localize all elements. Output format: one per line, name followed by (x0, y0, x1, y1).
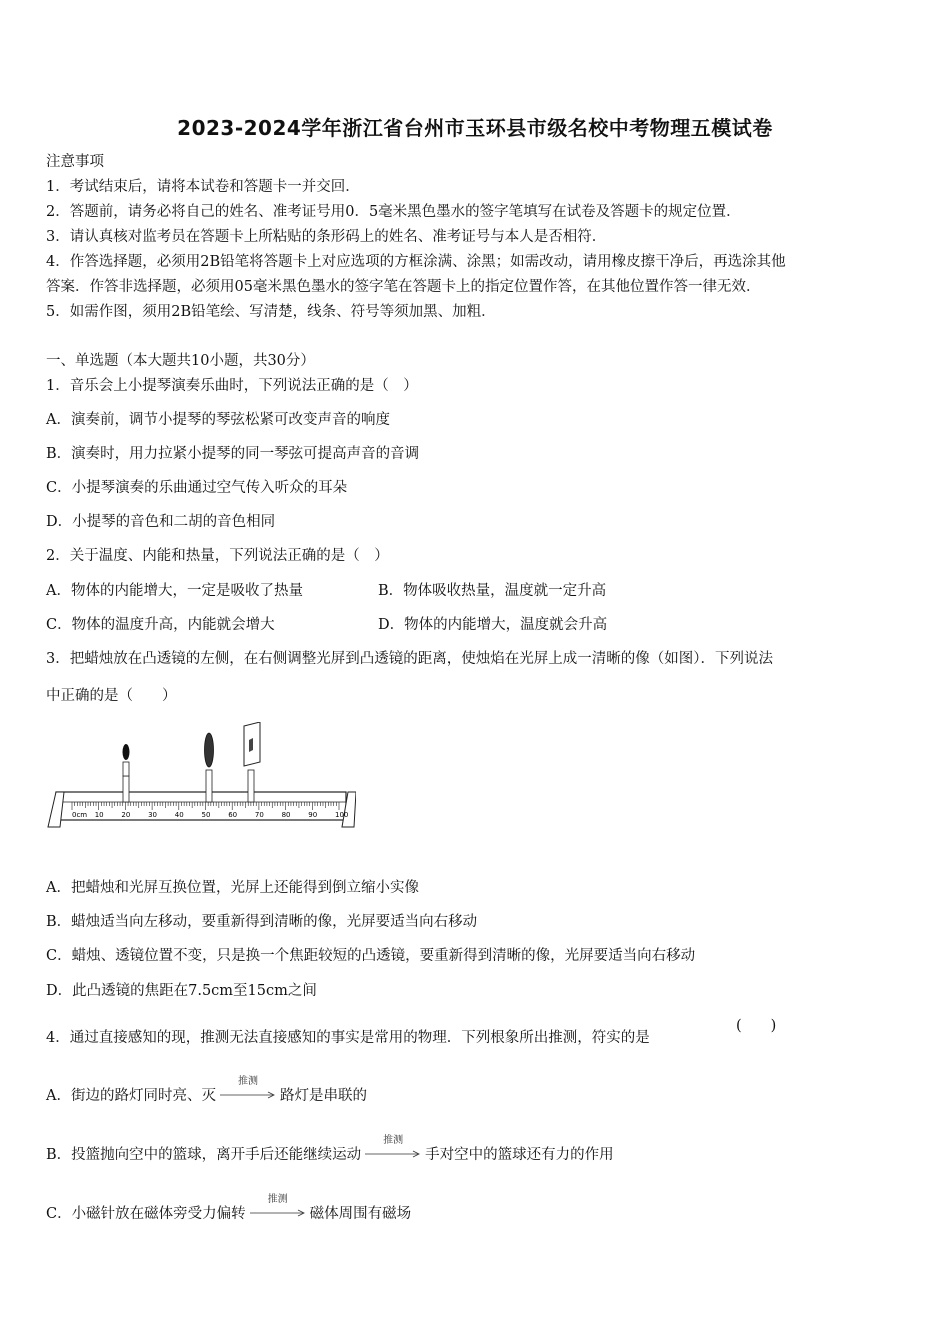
notice-item-2: 2．答题前，请务必将自己的姓名、准考证号用0．5毫米黑色墨水的签字笔填写在试卷及答题卡的规定位置． (46, 204, 741, 220)
q4-b-right: 手对空中的篮球还有力的作用 (425, 1147, 614, 1163)
q1-option-b: B．演奏时，用力拉紧小提琴的同一琴弦可提高声音的音调 (46, 446, 420, 462)
section-heading: 一、单选题（本大题共10小题，共30分） (46, 353, 315, 369)
inference-arrow (220, 1076, 276, 1106)
arrow-right-icon (220, 1090, 276, 1100)
rail-left-foot (48, 792, 64, 827)
q3-option-d: D．此凸透镜的焦距在7.5cm至15cm之间 (46, 983, 317, 999)
q4-c-left: C．小磁针放在磁体旁受力偏转 (46, 1206, 246, 1222)
lens-shape (205, 733, 214, 767)
q2-option-c: C．物体的温度升高，内能就会增大 (46, 617, 275, 633)
inference-arrow (250, 1194, 306, 1224)
q2-option-b: B．物体吸收热量，温度就一定升高 (378, 583, 607, 599)
ruler-label: 90 (308, 811, 318, 819)
q3-option-c: C．蜡烛、透镜位置不变，只是换一个焦距较短的凸透镜，要重新得到清晰的像，光屏要适当向右移动 (46, 948, 696, 964)
q4-paren: ( ) (736, 1018, 777, 1034)
candle-flame (123, 744, 130, 760)
screen-image (249, 738, 253, 752)
ruler-label: 70 (254, 811, 264, 819)
arrow-right-icon (250, 1208, 306, 1218)
ruler-label: 80 (281, 811, 291, 819)
lens-holder (206, 770, 212, 802)
q3-option-b: B．蜡烛适当向左移动，要重新得到清晰的像，光屏要适当向右移动 (46, 914, 478, 930)
arrow-right-icon (365, 1149, 421, 1159)
notice-item-4: 4．作答选择题，必须用2B铅笔将答题卡上对应选项的方框涂满、涂黑；如需改动，请用橡皮擦干净后，再选涂其他 (46, 254, 786, 270)
optical-bench-figure (46, 722, 356, 841)
q1-option-c: C．小提琴演奏的乐曲通过空气传入听众的耳朵 (46, 480, 348, 496)
q1-option-a: A．演奏前，调节小提琴的琴弦松紧可改变声音的响度 (46, 412, 390, 428)
q4-c-right: 磁体周围有磁场 (309, 1206, 412, 1222)
ruler-label: 10 (94, 811, 104, 819)
candle-holder (123, 776, 129, 802)
q2-option-a: A．物体的内能增大，一定是吸收了热量 (46, 583, 303, 599)
notice-item-3: 3．请认真核对监考员在答题卡上所粘贴的条形码上的姓名、准考证号与本人是否相符． (46, 229, 607, 245)
q2-option-d: D．物体的内能增大，温度就会升高 (378, 617, 608, 633)
ruler-label: 20 (121, 811, 131, 819)
q1-stem: 1．音乐会上小提琴演奏乐曲时，下列说法正确的是（ ） (46, 378, 418, 394)
notice-item-4-cont: 答案．作答非选择题，必须用05毫米黑色墨水的签字笔在答题卡上的指定位置作答，在其他位置作答一律无效． (46, 279, 761, 295)
ruler-label: 60 (228, 811, 238, 819)
inference-arrow (365, 1135, 421, 1165)
ruler-label: 40 (174, 811, 184, 819)
candle (123, 744, 130, 802)
optical-bench-svg (46, 722, 356, 837)
convex-lens (205, 733, 214, 802)
q3-option-a: A．把蜡烛和光屏互换位置，光屏上还能得到倒立缩小实像 (46, 880, 419, 896)
q2-stem: 2．关于温度、内能和热量，下列说法正确的是（ ） (46, 548, 389, 564)
ruler-label: 30 (148, 811, 158, 819)
notice-heading: 注意事项 (46, 154, 104, 170)
q4-stem: 4．通过直接感知的现，推测无法直接感知的事实是常用的物理．下列根象所出推测，符实的是 (46, 1030, 650, 1046)
candle-body (123, 762, 129, 776)
arrow-label: 推测 (237, 1076, 258, 1087)
arrow-label: 推测 (383, 1135, 404, 1146)
q4-b-left: B．投篮抛向空中的篮球，离开手后还能继续运动 (46, 1147, 362, 1163)
q4-a-left: A．街边的路灯同时亮、灭 (46, 1088, 216, 1104)
q4-a-right: 路灯是串联的 (279, 1088, 367, 1104)
notice-item-1: 1．考试结束后，请将本试卷和答题卡一并交回． (46, 179, 360, 195)
light-screen (244, 722, 260, 802)
screen-holder (248, 770, 254, 802)
q3-stem-line1: 3．把蜡烛放在凸透镜的左侧，在右侧调整光屏到凸透镜的距离，使烛焰在光屏上成一清晰的像（如图）．下列说法 (46, 651, 773, 667)
q3-stem-line2: 中正确的是（ ） (46, 688, 177, 704)
ruler-label-start: 0cm (72, 811, 88, 819)
q4-option-b (46, 1135, 614, 1165)
ruler-label: 50 (201, 811, 211, 819)
q4-option-a (46, 1076, 367, 1106)
q1-option-d: D．小提琴的音色和二胡的音色相同 (46, 514, 276, 530)
ruler-label: 100 (335, 811, 349, 819)
notice-item-5: 5．如需作图，须用2B铅笔绘、写清楚，线条、符号等须加黑、加粗． (46, 304, 496, 320)
arrow-label: 推测 (267, 1194, 288, 1205)
page-title: 2023-2024学年浙江省台州市玉环县市级名校中考物理五模试卷 (177, 116, 773, 140)
q4-option-c (46, 1194, 412, 1224)
